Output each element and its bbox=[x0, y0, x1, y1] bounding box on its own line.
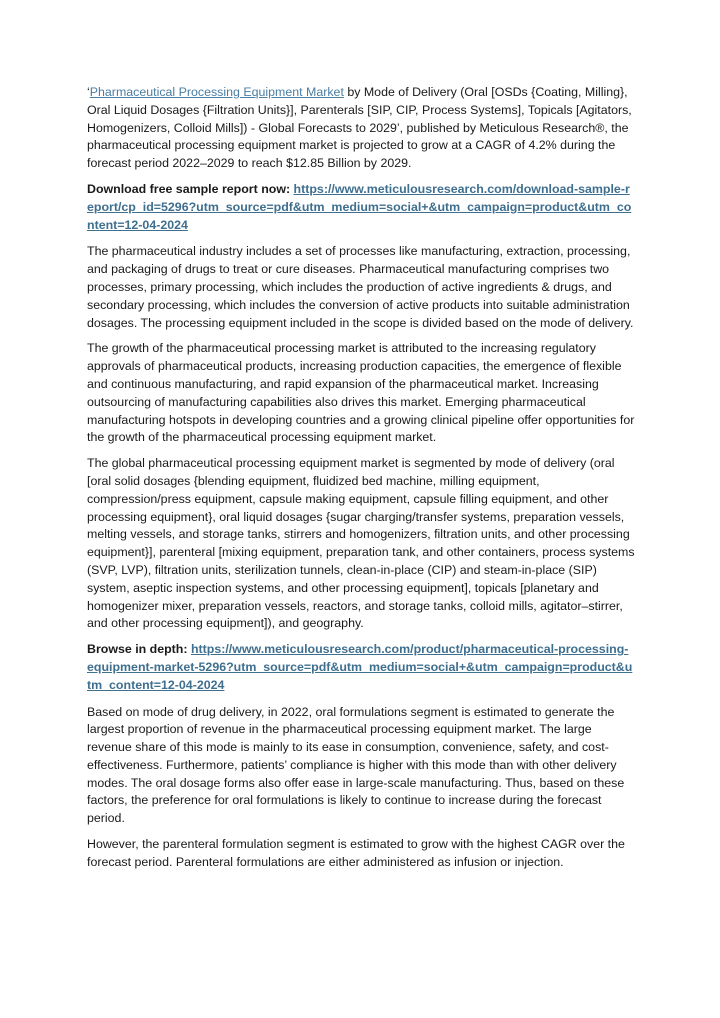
oral-segment-paragraph: Based on mode of drug delivery, in 2022, oral formulations segment is estimated to generate the largest proportion of revenue in the pharmaceutical processing equipment market. The large revenue share of this mode is mainly to its ease in consumption, convenience, safety, and cost-effectiveness. Furthermore, patients’ compliance is higher with this mode than with other delivery modes. The oral dosage forms also offer ease in large-scale manufacturing. Thus, based on these factors, the preference for oral formulations is likely to continue to increase during the forecast period. bbox=[87, 704, 625, 826]
market-title-link[interactable]: Pharmaceutical Processing Equipment Market bbox=[89, 85, 344, 99]
document-page bbox=[87, 84, 635, 880]
intro-text: by Mode of Delivery (Oral [OSDs {Coating, Milling}, Oral Liquid Dosages {Filtration Units}], Parenterals [SIP, CIP, Process Systems], Topicals [Agitators, Homogenizers, Colloid Mills]) - Global Forecasts to 2029’, published by Meticulous Research®, the pharmaceutical processing equipment market is projected to grow at a CAGR of 4.2% during the forecast period 2022–2029 to reach $12.85 Billion by 2029. bbox=[87, 85, 632, 171]
browse-in-depth-link[interactable]: https://www.meticulousresearch.com/product/pharmaceutical-processing-equipment-market-5296?utm_source=pdf&utm_medium=social+&utm_campaign=product&utm_content=12-04-2024 bbox=[87, 642, 633, 692]
growth-paragraph: The growth of the pharmaceutical processing market is attributed to the increasing regulatory approvals of pharmaceutical products, increasing production capacities, the emergence of flexible and continuous manufacturing, and rapid expansion of the pharmaceutical market. Increasing outsourcing of manufacturing capabilities also drives this market. Emerging pharmaceutical manufacturing hotspots in developing countries and a growing clinical pipeline offer opportunities for the growth of the pharmaceutical processing equipment market. bbox=[87, 341, 635, 445]
download-label: Download free sample report now: bbox=[87, 181, 294, 196]
intro-paragraph bbox=[87, 84, 635, 173]
download-callout bbox=[87, 181, 635, 234]
browse-callout bbox=[87, 641, 635, 694]
intro-open-quote: ‘ bbox=[87, 85, 90, 99]
segmentation-paragraph: The global pharmaceutical processing equipment market is segmented by mode of delivery (oral [oral solid dosages {blending equipment, fluidized bed machine, milling equipment, compression/press equipment, capsule making equipment, capsule filling equipment, and other processing equipment}, oral liquid dosages {sugar charging/transfer systems, preparation vessels, melting vessels, and storage tanks, stirrers and homogenizers, filtration units, and other processing equipment}], parenteral [mixing equipment, preparation tank, and other containers, process systems (SVP, LVP), filtration units, sterilization tunnels, clean-in-place (CIP) and steam-in-place (SIP) system, aseptic inspection systems, and other processing equipment], topicals [planetary and homogenizer mixer, preparation vessels, reactors, and storage tanks, colloid mills, agitator–stirrer, and other processing equipment]), and geography. bbox=[87, 456, 635, 631]
industry-paragraph: The pharmaceutical industry includes a set of processes like manufacturing, extraction, processing, and packaging of drugs to treat or cure diseases. Pharmaceutical manufacturing comprises two processes, primary processing, which includes the production of active ingredients & drugs, and secondary processing, which includes the conversion of active products into suitable administration dosages. The processing equipment included in the scope is divided based on the mode of delivery. bbox=[87, 244, 634, 330]
parenteral-segment-paragraph: However, the parenteral formulation segment is estimated to grow with the highest CAGR over the forecast period. Parenteral formulations are either administered as infusion or injection. bbox=[87, 837, 625, 869]
download-sample-link[interactable]: https://www.meticulousresearch.com/download-sample-report/cp_id=5296?utm_source=pdf&utm_medium=social+&utm_campaign=product&utm_content=12-04-2024 bbox=[87, 181, 632, 232]
browse-label: Browse in depth: bbox=[87, 642, 191, 657]
